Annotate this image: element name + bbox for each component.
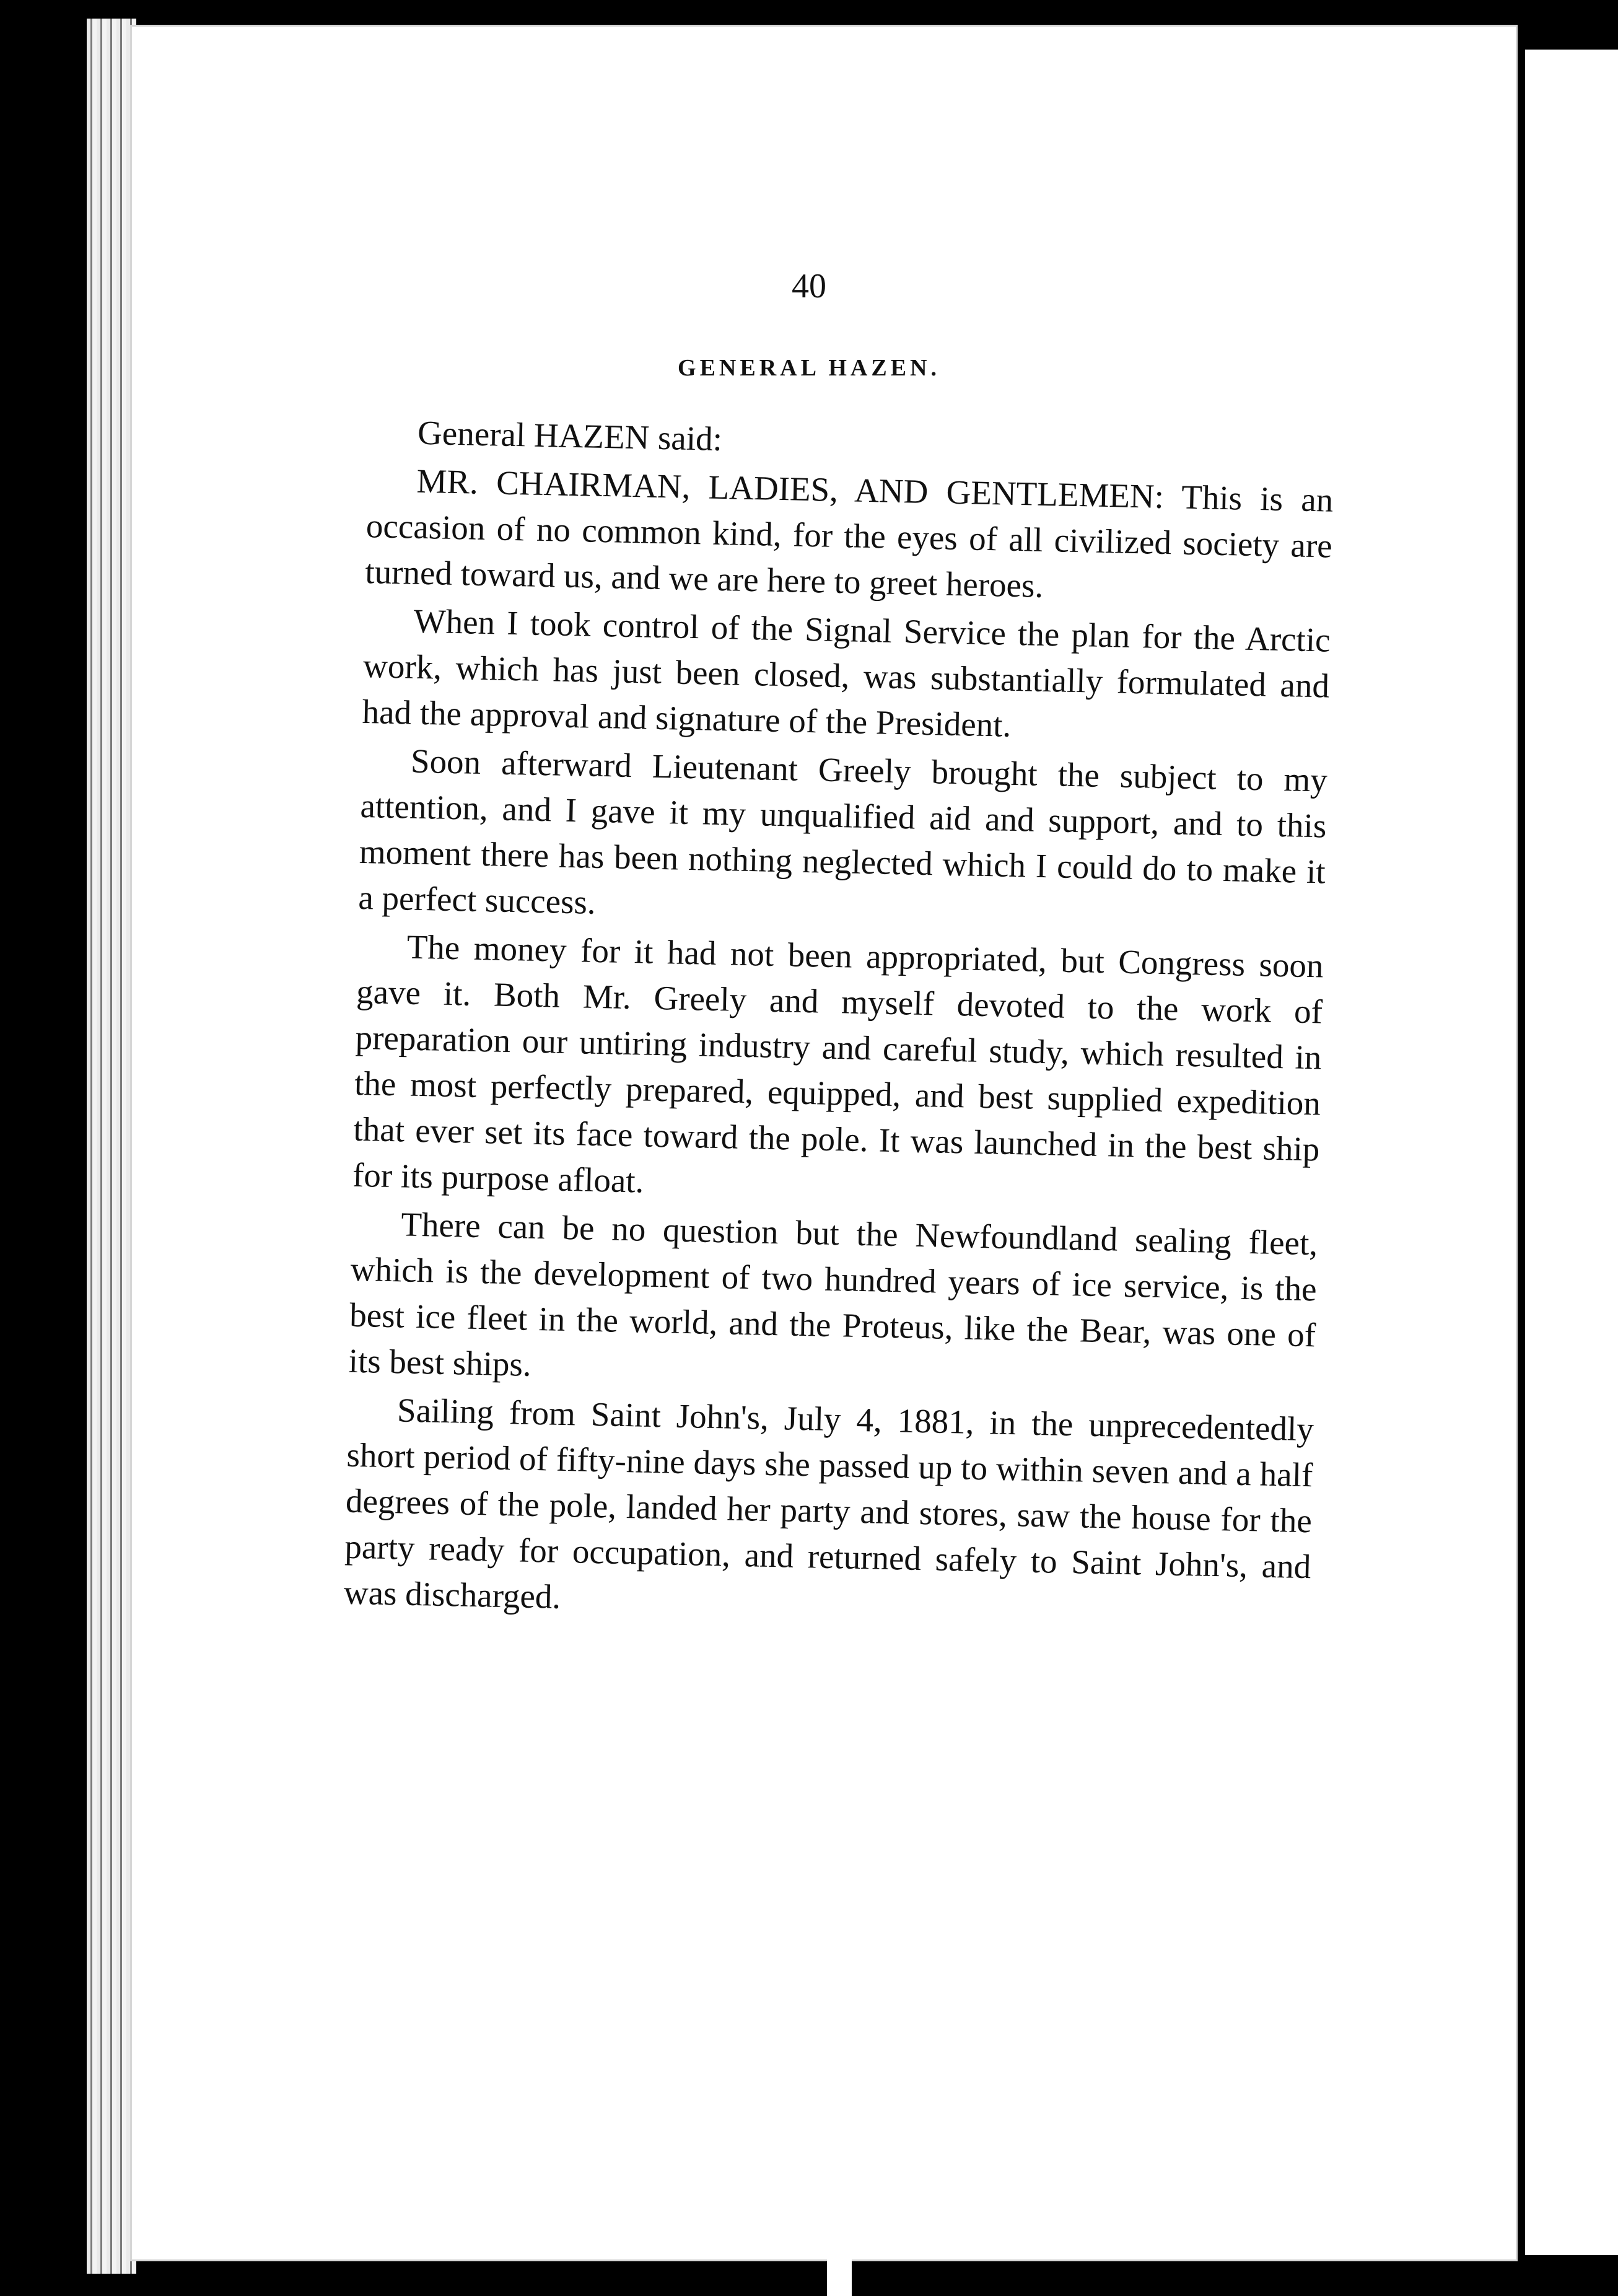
salutation: MR. CHAIRMAN, LADIES, AND GENTLEMEN: (416, 462, 1165, 515)
paragraph-1 (365, 457, 1334, 615)
paragraph-6: Sailing from Saint John's, July 4, 1881, in the unprecedentedly short period of fifty-nine days she passed up to within seven and a half degrees of the pole, landed her party and stores, saw the house for the party ready for occupation, and returned safely to Saint John's, and was discharged. (343, 1391, 1314, 1616)
speech-text (343, 409, 1335, 1638)
paragraph-5: There can be no question but the Newfoundland sealing fleet, which is the development of two hundred years of ice service, is the best ice fleet in the world, and the Proteus, like the Bear, was one of its best ships. (348, 1205, 1318, 1383)
section-heading: GENERAL HAZEN. (678, 355, 940, 381)
paragraph-1-text: This is an occasion of no common kind, for the eyes of all civilized society are turned toward us, and we are here to greet heroes. (364, 477, 1334, 605)
paragraph-3: Soon afterward Lieutenant Greely brought the subject to my attention, and I gave it my unqualified aid and support, and to this moment there has been nothing neglected which I could do to make it a perfect success. (357, 742, 1328, 921)
intro-line: General HAZEN said: (417, 413, 723, 458)
paragraph-2: When I took control of the Signal Service the plan for the Arctic work, which has just been closed, was substantially formulated and had the approval and signature of the President. (362, 602, 1331, 744)
page-number: 40 (792, 267, 826, 305)
paragraph-4: The money for it had not been appropriated, but Congress soon gave it. Both Mr. Greely and myself devoted to the work of preparation our untiring industry and careful study, which resulted in the most perfectly prepared, equipped, and best supplied expedition that ever set its face toward the pole. It was launched in the best ship for its purpose afloat. (352, 927, 1324, 1200)
page-tab-marker (827, 2193, 852, 2296)
